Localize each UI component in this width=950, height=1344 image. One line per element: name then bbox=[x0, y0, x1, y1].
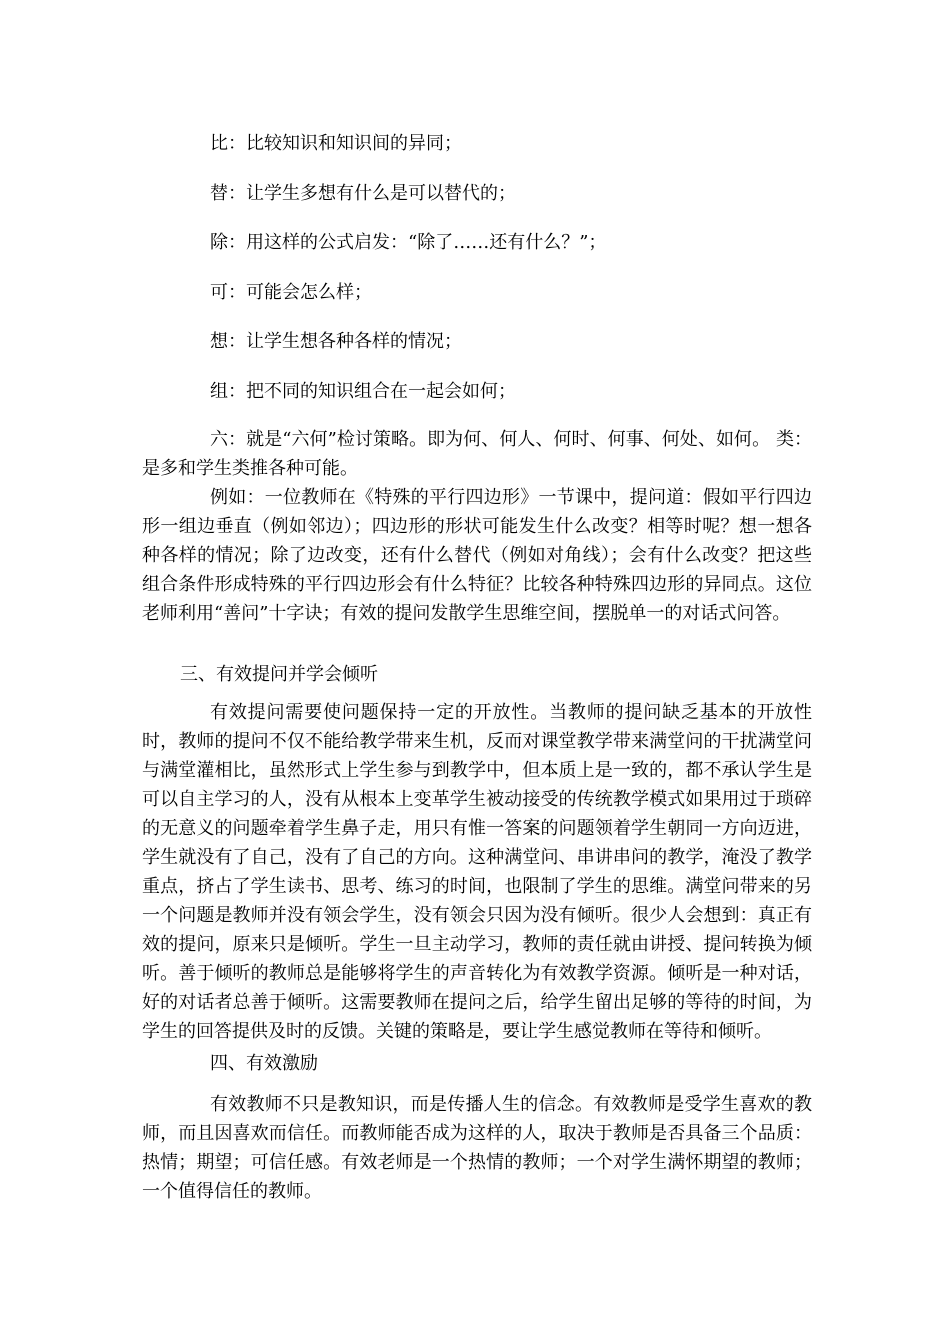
section-heading-four: 四、有效激励 bbox=[210, 1053, 318, 1074]
list-item-possible: 可：可能会怎么样； bbox=[210, 282, 372, 303]
section-heading-three: 三、有效提问并学会倾听 bbox=[180, 664, 378, 685]
paragraph-example: 例如：一位教师在《特殊的平行四边形》一节课中，提问道：假如平行四边形一组边垂直（例如邻边）；四边形的形状可能发生什么改变？相等时呢？想一想各种各样的情况；除了边改变，还有什么替代（例如对角线）；会有什么改变？把这些组合条件形成特殊的平行四边形会有什么特征？比较各种特殊四边形的异同点。这位老师利用“善问”十字诀；有效的提问发散学生思维空间，摆脱单一的对话式问答。 bbox=[142, 487, 812, 624]
list-item-combine: 组：把不同的知识组合在一起会如何； bbox=[210, 381, 516, 402]
paragraph-motivation: 有效教师不只是教知识，而是传播人生的信念。有效教师是受学生喜欢的教师，而且因喜欢而信任。而教师能否成为这样的人，取决于教师是否具备三个品质：热情；期望；可信任感。有效老师是一个热情的教师；一个对学生满怀期望的教师；一个值得信任的教师。 bbox=[142, 1094, 812, 1202]
list-item-except: 除：用这样的公式启发：“除了……还有什么？”； bbox=[210, 232, 607, 253]
paragraph-six-questions: 六：就是“六何”检讨策略。即为何、何人、何时、何事、何处、如何。 类：是多和学生类推各种可能。 bbox=[142, 429, 812, 479]
paragraph-listening: 有效提问需要使问题保持一定的开放性。当教师的提问缺乏基本的开放性时，教师的提问不仅不能给教学带来生机，反而对课堂教学带来满堂问的干扰满堂问与满堂灌相比，虽然形式上学生参与到教学中，但本质上是一致的，都不承认学生是可以自主学习的人，没有从根本上变革学生被动接受的传统教学模式如果用过于琐碎的无意义的问题牵着学生鼻子走，用只有惟一答案的问题领着学生朝同一方向迈进，学生就没有了自己，没有了自己的方向。这种满堂问、串讲串问的教学，淹没了教学重点，挤占了学生读书、思考、练习的时间，也限制了学生的思维。满堂问带来的另一个问题是教师并没有领会学生，没有领会只因为没有倾听。很少人会想到：真正有效的提问，原来只是倾听。学生一旦主动学习，教师的责任就由讲授、提问转换为倾听。善于倾听的教师总是能够将学生的声音转化为有效教学资源。倾听是一种对话，好的对话者总善于倾听。这需要教师在提问之后，给学生留出足够的等待的时间，为学生的回答提供及时的反馈。关键的策略是，要让学生感觉教师在等待和倾听。 bbox=[142, 702, 812, 1042]
list-item-imagine: 想：让学生想各种各样的情况； bbox=[210, 331, 462, 352]
list-item-replace: 替：让学生多想有什么是可以替代的； bbox=[210, 183, 516, 204]
list-item-compare: 比：比较知识和知识间的异同； bbox=[210, 133, 462, 154]
